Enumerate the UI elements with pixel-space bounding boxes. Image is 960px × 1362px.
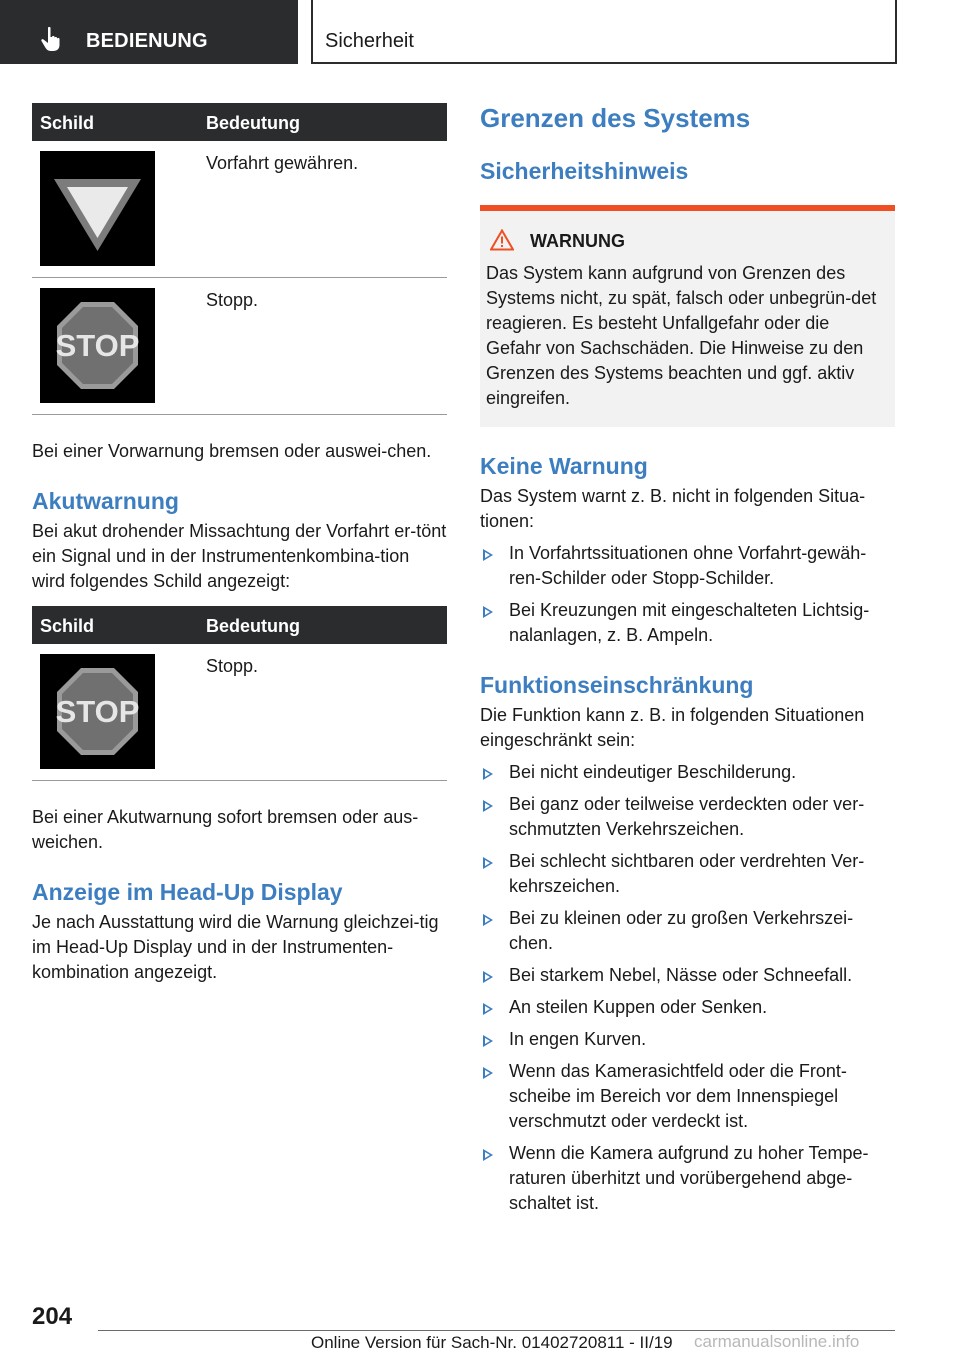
page-number: 204 — [32, 1303, 73, 1330]
paragraph-head-up-display: Je nach Ausstattung wird die Warnung gleichzei-tig im Head-Up Display und in der Instrumenten-kombination angezeigt. — [32, 912, 439, 982]
heading-akutwarnung: Akutwarnung — [32, 488, 179, 514]
list-item: Wenn das Kamerasichtfeld oder die Front-scheibe im Bereich vor dem Innenspiegel verschmutzt oder verdeckt ist. — [480, 1059, 895, 1134]
paragraph-pre-warning: Bei einer Vorwarnung bremsen oder auswei-chen. — [32, 441, 432, 461]
list-item: Bei ganz oder teilweise verdeckten oder ver-schmutzten Verkehrszeichen. — [480, 792, 895, 842]
bullet-triangle-icon — [483, 606, 493, 618]
table-header — [32, 103, 447, 141]
list-item: An steilen Kuppen oder Senken. — [480, 995, 895, 1020]
chapter-header — [311, 0, 897, 64]
list-item: Bei starkem Nebel, Nässe oder Schneefall. — [480, 963, 895, 988]
stop-sign-image — [40, 654, 155, 769]
bullet-triangle-icon — [483, 914, 493, 926]
stop-sign-icon — [40, 654, 155, 769]
bullet-triangle-icon — [483, 768, 493, 780]
stop-sign-text: STOP — [55, 694, 140, 729]
paragraph-funktionseinschraenkung: Die Funktion kann z. B. in folgenden Situationen eingeschränkt sein: — [480, 705, 865, 750]
bullet-triangle-icon — [483, 971, 493, 983]
warning-title-row — [486, 229, 889, 255]
warning-triangle-icon — [490, 229, 514, 251]
heading-funktionseinschraenkung: Funktionseinschränkung — [480, 672, 754, 698]
sign-table-acute-warning — [32, 606, 447, 781]
list-item: Bei schlecht sichtbaren oder verdrehten Ver-kehrszeichen. — [480, 849, 895, 899]
list-item: Bei nicht eindeutiger Beschilderung. — [480, 760, 895, 785]
bullet-triangle-icon — [483, 857, 493, 869]
right-column — [480, 103, 895, 1216]
bullet-triangle-icon — [483, 1035, 493, 1047]
paragraph-akutwarnung: Bei akut drohender Missachtung der Vorfahrt er-tönt ein Signal und in der Instrumentenkombina-tion wird folgendes Schild angezeigt: — [32, 521, 447, 591]
list-item: Wenn die Kamera aufgrund zu hoher Tempe-raturen überhitzt und vorübergehend abge-schaltet ist. — [480, 1141, 895, 1216]
table-row — [32, 141, 447, 278]
column-header-sign: Schild — [40, 616, 95, 636]
paragraph-keine-warnung: Das System warnt z. B. nicht in folgenden Situa-tionen: — [480, 486, 866, 531]
heading-grenzen: Grenzen des Systems — [480, 103, 751, 133]
meaning-text: Stopp. — [206, 290, 259, 310]
bullet-triangle-icon — [483, 1067, 493, 1079]
list-keine-warnung — [480, 541, 895, 648]
heading-head-up-display: Anzeige im Head-Up Display — [32, 879, 343, 905]
list-item: Bei Kreuzungen mit eingeschalteten Lichtsig-nalanlagen, z. B. Ampeln. — [480, 598, 895, 648]
column-header-meaning: Bedeutung — [206, 113, 300, 133]
footer-divider — [98, 1330, 895, 1331]
hand-pointer-icon — [40, 26, 64, 52]
bullet-triangle-icon — [483, 1003, 493, 1015]
bullet-triangle-icon — [483, 800, 493, 812]
heading-keine-warnung: Keine Warnung — [480, 453, 648, 479]
list-item: In engen Kurven. — [480, 1027, 895, 1052]
watermark: carmanualsonline.info — [694, 1332, 860, 1351]
heading-sicherheitshinweis: Sicherheitshinweis — [480, 158, 689, 184]
yield-sign-image — [40, 151, 155, 266]
left-column — [32, 103, 447, 985]
paragraph-acute-warning: Bei einer Akutwarnung sofort bremsen oder aus-weichen. — [32, 807, 419, 852]
section-label: BEDIENUNG — [86, 30, 208, 52]
chapter-title: Sicherheit — [325, 30, 414, 52]
table-row — [32, 278, 447, 415]
yield-sign-icon — [40, 151, 155, 266]
column-header-sign: Schild — [40, 113, 95, 133]
table-header — [32, 606, 447, 644]
table-row — [32, 644, 447, 781]
warning-box — [480, 205, 895, 427]
column-header-meaning: Bedeutung — [206, 616, 300, 636]
warning-text: Das System kann aufgrund von Grenzen des Systems nicht, zu spät, falsch oder unbegrün-det reagieren. Es besteht Unfallgefahr oder die Gefahr von Sachschäden. Die Hinweise zu den Grenzen des Systems beachten und ggf. aktiv eingreifen. — [486, 263, 877, 408]
meaning-text: Vorfahrt gewähren. — [206, 153, 359, 173]
sign-table-pre-warning — [32, 103, 447, 415]
list-item: In Vorfahrtssituationen ohne Vorfahrt-gewäh-ren-Schilder oder Stopp-Schilder. — [480, 541, 895, 591]
bullet-triangle-icon — [483, 549, 493, 561]
list-item: Bei zu kleinen oder zu großen Verkehrszei-chen. — [480, 906, 895, 956]
footer-online-version: Online Version für Sach-Nr. 01402720811 - II/19 — [311, 1333, 673, 1352]
list-funktionseinschraenkung — [480, 760, 895, 1216]
stop-sign-text: STOP — [55, 328, 140, 363]
stop-sign-image — [40, 288, 155, 403]
warning-title: WARNUNG — [530, 231, 625, 251]
section-tab — [0, 0, 298, 64]
bullet-triangle-icon — [483, 1149, 493, 1161]
meaning-text: Stopp. — [206, 656, 259, 676]
stop-sign-icon — [40, 288, 155, 403]
